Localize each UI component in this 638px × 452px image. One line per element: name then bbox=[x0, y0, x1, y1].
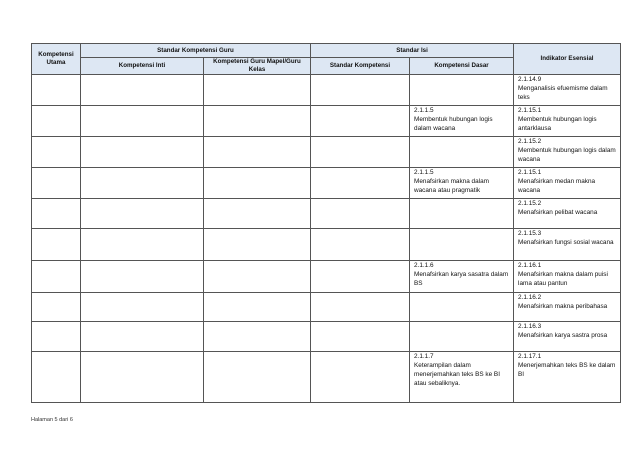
cell-kompetensi-inti bbox=[81, 75, 204, 106]
header-standar-isi: Standar Isi bbox=[311, 44, 514, 58]
header-standar-kompetensi: Standar Kompetensi bbox=[311, 58, 410, 75]
cell-kompetensi-dasar bbox=[410, 199, 514, 229]
cell-indikator-esensial-text: 2.1.16.1 Menafsirkan makna dalam puisi lama atau pantun bbox=[518, 262, 608, 287]
cell-kompetensi-guru-mapel bbox=[204, 293, 311, 322]
cell-kompetensi-guru-mapel bbox=[204, 352, 311, 403]
table-row bbox=[32, 322, 621, 352]
cell-kompetensi-dasar bbox=[410, 293, 514, 322]
cell-kompetensi-inti bbox=[81, 229, 204, 261]
cell-kompetensi-guru-mapel bbox=[204, 261, 311, 293]
table-row bbox=[32, 106, 621, 137]
cell-indikator-esensial-text: 2.1.16.2 Menafsirkan makna peribahasa bbox=[518, 294, 608, 310]
cell-kompetensi-dasar bbox=[410, 106, 514, 137]
cell-kompetensi-guru-mapel bbox=[204, 322, 311, 352]
cell-standar-kompetensi bbox=[311, 199, 410, 229]
cell-standar-kompetensi bbox=[311, 137, 410, 168]
cell-indikator-esensial-text: 2.1.15.1 Membentuk hubungan logis antarklausa bbox=[518, 107, 597, 132]
cell-kompetensi-guru-mapel bbox=[204, 137, 311, 168]
cell-standar-kompetensi bbox=[311, 293, 410, 322]
cell-kompetensi-inti bbox=[81, 137, 204, 168]
cell-kompetensi-dasar bbox=[410, 229, 514, 261]
cell-indikator-esensial bbox=[514, 137, 621, 168]
cell-kompetensi-guru-mapel bbox=[204, 75, 311, 106]
header-kompetensi-inti: Kompetensi Inti bbox=[81, 58, 204, 75]
cell-indikator-esensial bbox=[514, 106, 621, 137]
cell-kompetensi-utama bbox=[32, 293, 81, 322]
cell-kompetensi-utama bbox=[32, 137, 81, 168]
cell-kompetensi-inti bbox=[81, 293, 204, 322]
cell-indikator-esensial-text: 2.1.14.9 Menganalisis efuemisme dalam teks bbox=[518, 76, 608, 101]
cell-standar-kompetensi bbox=[311, 75, 410, 106]
cell-kompetensi-utama bbox=[32, 261, 81, 293]
table-row bbox=[32, 137, 621, 168]
cell-kompetensi-dasar bbox=[410, 261, 514, 293]
header-row-1 bbox=[32, 44, 621, 58]
cell-standar-kompetensi bbox=[311, 106, 410, 137]
header-kompetensi-guru-mapel: Kompetensi Guru Mapel/Guru Kelas bbox=[204, 58, 311, 75]
cell-kompetensi-inti bbox=[81, 168, 204, 199]
cell-kompetensi-utama bbox=[32, 106, 81, 137]
cell-kompetensi-dasar-text: 2.1.1.7 Keterampilan dalam menerjemahkan teks BS ke BI atau sebaliknya. bbox=[414, 353, 500, 387]
cell-kompetensi-guru-mapel bbox=[204, 106, 311, 137]
header-standar-kompetensi-guru: Standar Kompetensi Guru bbox=[81, 44, 311, 58]
cell-indikator-esensial bbox=[514, 293, 621, 322]
cell-indikator-esensial-text: 2.1.15.2 Membentuk hubungan logis dalam wacana bbox=[518, 138, 616, 163]
header-kompetensi-utama: Kompetensi Utama bbox=[32, 44, 81, 75]
cell-kompetensi-inti bbox=[81, 322, 204, 352]
cell-kompetensi-inti bbox=[81, 199, 204, 229]
cell-indikator-esensial-text: 2.1.17.1 Menerjemahkan teks BS ke dalam BI bbox=[518, 353, 616, 378]
cell-kompetensi-utama bbox=[32, 352, 81, 403]
cell-indikator-esensial bbox=[514, 322, 621, 352]
cell-kompetensi-dasar bbox=[410, 322, 514, 352]
cell-kompetensi-guru-mapel bbox=[204, 199, 311, 229]
cell-indikator-esensial-text: 2.1.16.3 Menafsirkan karya sastra prosa bbox=[518, 323, 608, 339]
cell-kompetensi-guru-mapel bbox=[204, 168, 311, 199]
cell-kompetensi-dasar bbox=[410, 352, 514, 403]
cell-indikator-esensial bbox=[514, 168, 621, 199]
cell-kompetensi-guru-mapel bbox=[204, 229, 311, 261]
cell-kompetensi-dasar-text: 2.1.1.6 Menafsirkan karya sasatra dalam BS bbox=[414, 262, 509, 287]
cell-indikator-esensial bbox=[514, 352, 621, 403]
cell-kompetensi-dasar-text: 2.1.1.5 Membentuk hubungan logis dalam wacana bbox=[414, 107, 493, 132]
cell-standar-kompetensi bbox=[311, 168, 410, 199]
cell-indikator-esensial bbox=[514, 229, 621, 261]
header-kompetensi-dasar: Kompetensi Dasar bbox=[410, 58, 514, 75]
table-row bbox=[32, 199, 621, 229]
cell-kompetensi-inti bbox=[81, 106, 204, 137]
cell-standar-kompetensi bbox=[311, 261, 410, 293]
cell-indikator-esensial-text: 2.1.15.2 Menafsirkan pelibat wacana bbox=[518, 200, 598, 216]
cell-indikator-esensial-text: 2.1.15.3 Menafsirkan fungsi sosial wacana bbox=[518, 230, 614, 246]
competency-table bbox=[31, 43, 621, 403]
cell-kompetensi-utama bbox=[32, 322, 81, 352]
header-indikator-esensial: Indikator Esensial bbox=[514, 44, 621, 75]
cell-kompetensi-utama bbox=[32, 168, 81, 199]
table-row bbox=[32, 293, 621, 322]
table-row bbox=[32, 261, 621, 293]
cell-indikator-esensial bbox=[514, 75, 621, 106]
cell-standar-kompetensi bbox=[311, 352, 410, 403]
cell-standar-kompetensi bbox=[311, 229, 410, 261]
cell-kompetensi-utama bbox=[32, 229, 81, 261]
cell-kompetensi-inti bbox=[81, 261, 204, 293]
table-body bbox=[32, 75, 621, 403]
cell-standar-kompetensi bbox=[311, 322, 410, 352]
cell-kompetensi-dasar-text: 2.1.1.5 Menafsirkan makna dalam wacana atau pragmatik bbox=[414, 169, 489, 194]
table-row bbox=[32, 229, 621, 261]
cell-kompetensi-dasar bbox=[410, 168, 514, 199]
table-row bbox=[32, 75, 621, 106]
cell-kompetensi-utama bbox=[32, 75, 81, 106]
page-footer: Halaman 5 dari 6 bbox=[31, 417, 73, 423]
cell-indikator-esensial bbox=[514, 199, 621, 229]
cell-kompetensi-dasar bbox=[410, 75, 514, 106]
table-row bbox=[32, 168, 621, 199]
cell-kompetensi-dasar bbox=[410, 137, 514, 168]
cell-indikator-esensial-text: 2.1.15.1 Menafsirkan medan makna wacana bbox=[518, 169, 596, 194]
cell-kompetensi-utama bbox=[32, 199, 81, 229]
table-row bbox=[32, 352, 621, 403]
cell-indikator-esensial bbox=[514, 261, 621, 293]
cell-kompetensi-inti bbox=[81, 352, 204, 403]
